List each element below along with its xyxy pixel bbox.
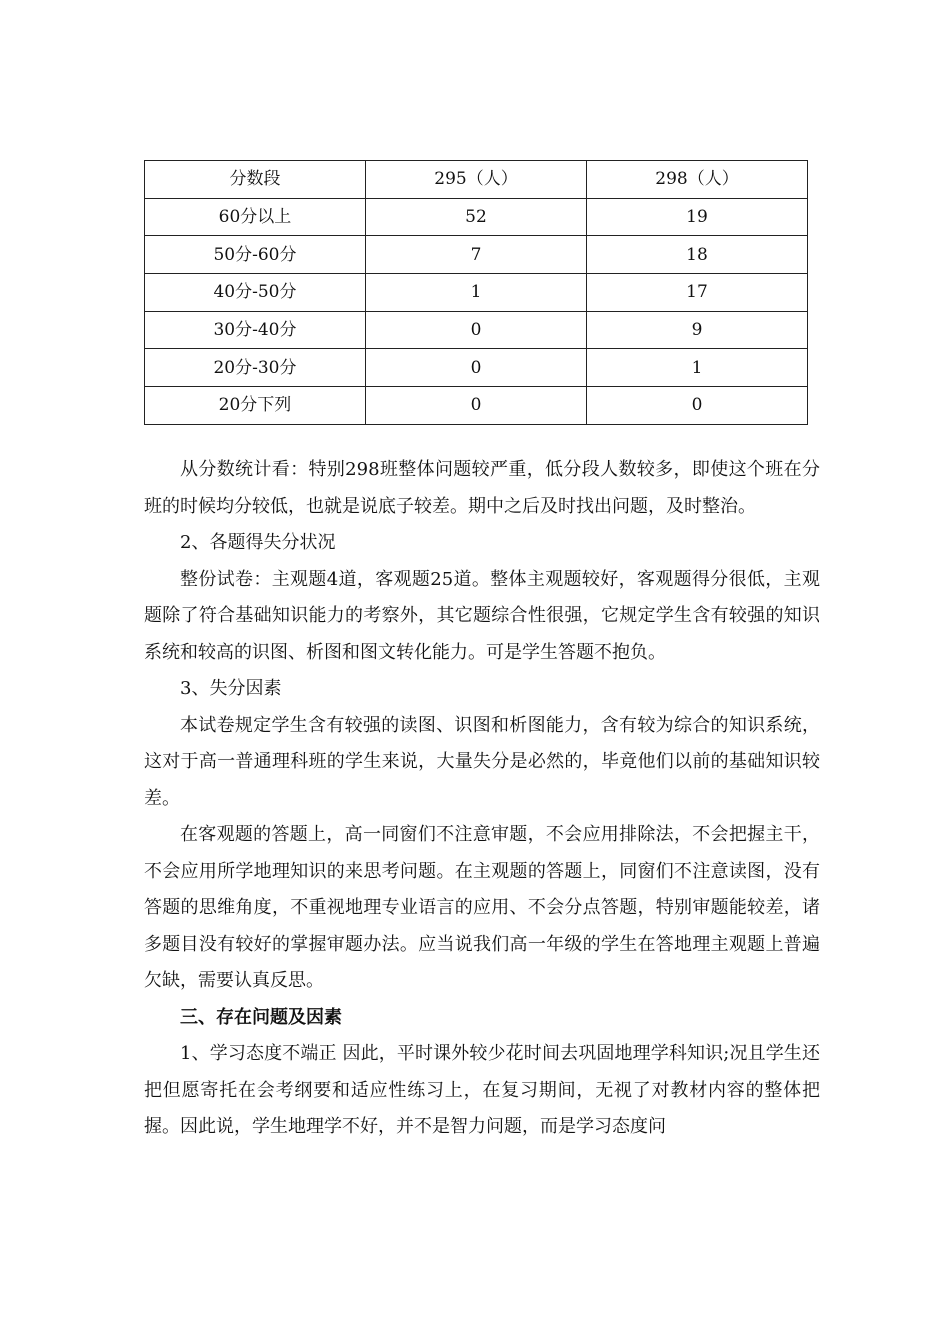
table-row	[145, 311, 808, 349]
table-cell: 52	[366, 198, 587, 236]
table-row	[145, 387, 808, 425]
table-cell: 40分-50分	[145, 274, 366, 312]
table-cell: 50分-60分	[145, 236, 366, 274]
paragraph-score-analysis: 从分数统计看：特别298班整体问题较严重，低分段人数较多，即使这个班在分班的时候均分较低，也就是说底子较差。期中之后及时找出问题，及时整治。	[144, 459, 820, 517]
table-cell: 20分下列	[145, 387, 366, 425]
table-cell: 20分-30分	[145, 349, 366, 387]
table-row	[145, 274, 808, 312]
table-cell: 19	[587, 198, 808, 236]
table-cell: 30分-40分	[145, 311, 366, 349]
table-cell: 0	[366, 387, 587, 425]
section-heading: 3、失分因素	[180, 678, 282, 699]
header-cell: 分数段	[145, 161, 366, 199]
table-cell: 18	[587, 236, 808, 274]
chapter-heading: 三、存在问题及因素	[180, 1006, 342, 1028]
header-cell: 295（人）	[366, 161, 587, 199]
table-cell: 60分以上	[145, 198, 366, 236]
header-cell: 298（人）	[587, 161, 808, 199]
table-cell: 0	[366, 311, 587, 349]
table-header-row	[145, 161, 808, 199]
table-cell: 7	[366, 236, 587, 274]
table-cell: 0	[366, 349, 587, 387]
table-row	[145, 349, 808, 387]
table-cell: 17	[587, 274, 808, 312]
score-distribution-table	[144, 160, 808, 425]
body-text	[144, 452, 820, 1146]
table-cell: 1	[587, 349, 808, 387]
paragraph-answering: 在客观题的答题上，高一同窗们不注意审题，不会应用排除法，不会把握主干，不会应用所学地理知识的来思考问题。在主观题的答题上，同窗们不注意读图，没有答题的思维角度，不重视地理专业语言的应用、不会分点答题，特别审题能较差，诸多题目没有较好的掌握审题办法。应当说我们高一年级的学生在答地理主观题上普遍欠缺，需要认真反思。	[144, 824, 820, 991]
table-row	[145, 236, 808, 274]
paragraph-loss-reasons: 本试卷规定学生含有较强的读图、识图和析图能力，含有较为综合的知识系统，这对于高一普通理科班的学生来说，大量失分是必然的，毕竟他们以前的基础知识较差。	[144, 714, 820, 809]
section-heading: 2、各题得失分状况	[180, 532, 336, 553]
table-cell: 9	[587, 311, 808, 349]
table-cell: 1	[366, 274, 587, 312]
paragraph-attitude: 1、学习态度不端正 因此，平时课外较少花时间去巩固地理学科知识;况且学生还把但愿寄托在会考纲要和适应性练习上，在复习期间，无视了对教材内容的整体把握。因此说，学生地理学不好，并不是智力问题，而是学习态度问	[144, 1043, 820, 1137]
paragraph-exam-paper: 整份试卷：主观题4道，客观题25道。整体主观题较好，客观题得分很低，主观题除了符合基础知识能力的考察外，其它题综合性很强，它规定学生含有较强的知识系统和较高的识图、析图和图文转化能力。可是学生答题不抱负。	[144, 568, 820, 663]
table-cell: 0	[587, 387, 808, 425]
table-row	[145, 198, 808, 236]
